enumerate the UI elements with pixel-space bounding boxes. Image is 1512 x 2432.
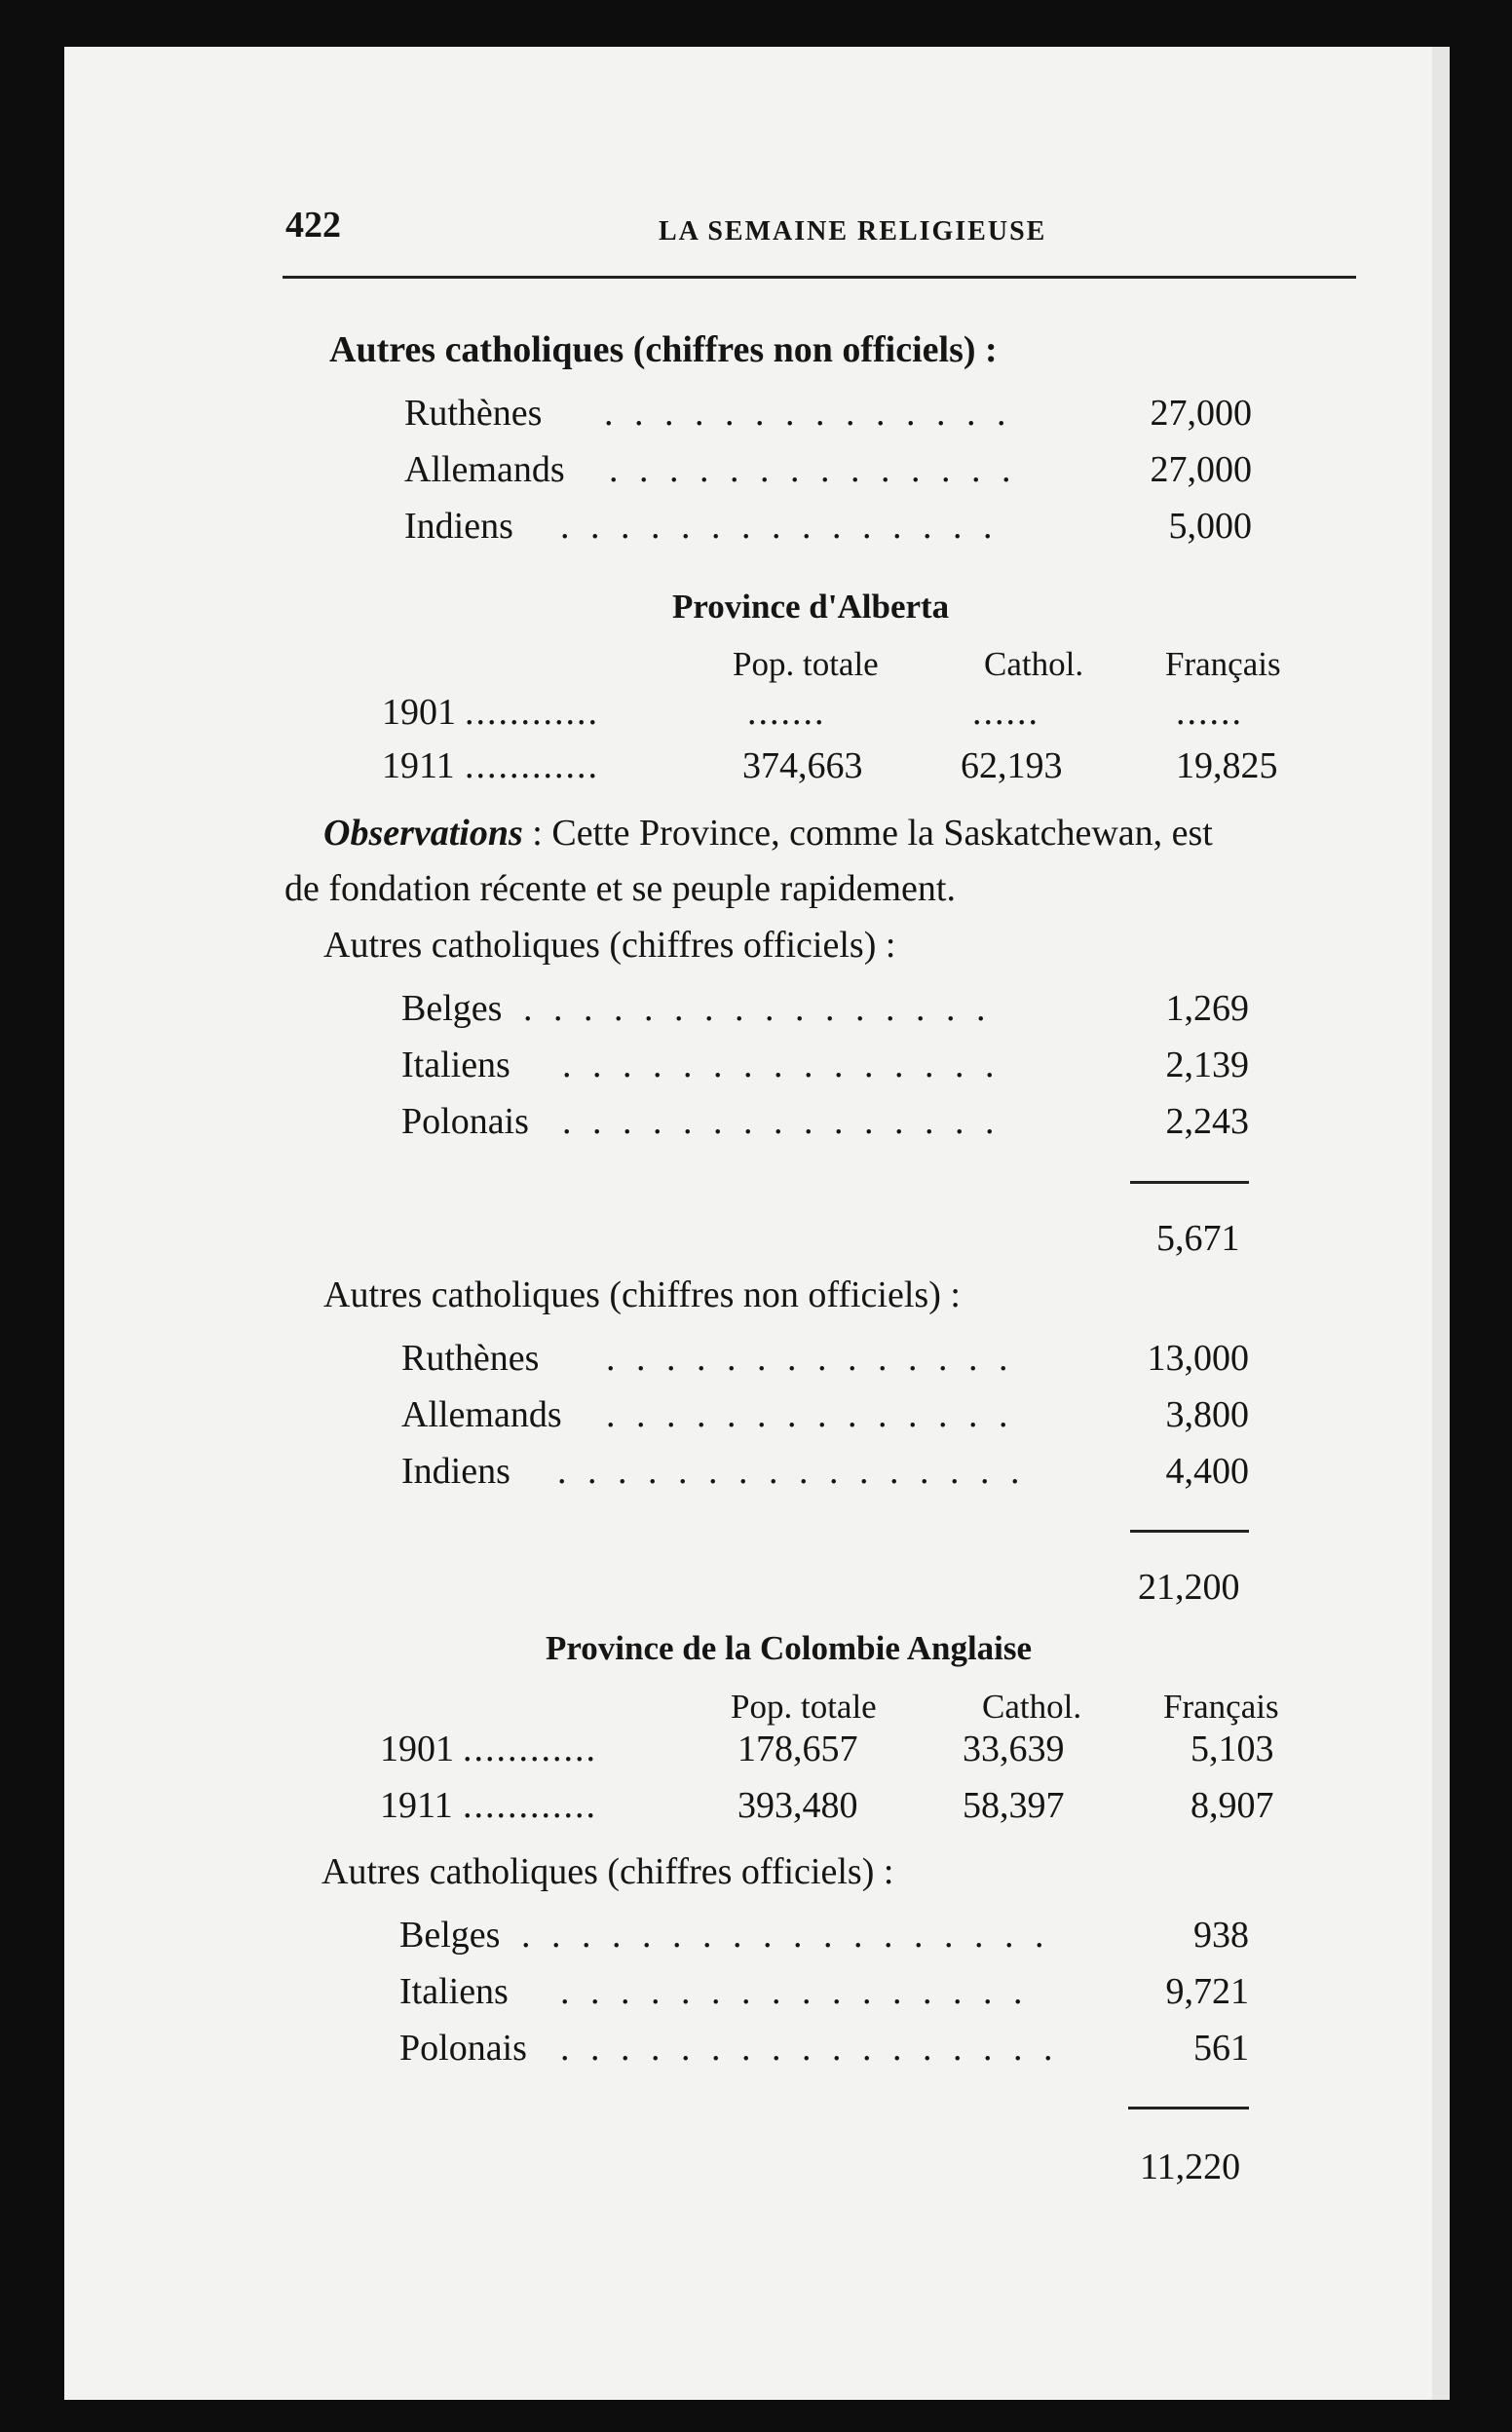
running-title: LA SEMAINE RELIGIEUSE	[659, 216, 1047, 247]
item-value: 2,139	[1165, 1045, 1249, 1085]
item-value: 1,269	[1165, 988, 1249, 1029]
year-cell: 1901	[382, 692, 456, 733]
list-item	[404, 508, 1252, 551]
col-header: Français	[1165, 645, 1281, 683]
sum-rule	[1128, 2107, 1249, 2109]
header-rule	[283, 276, 1356, 279]
list-item	[401, 1046, 1249, 1089]
cathol-cell: 62,193	[961, 745, 1063, 786]
leader-dots: . . . . . . . . . . . . . .	[606, 1340, 1014, 1377]
item-value: 4,400	[1165, 1451, 1249, 1492]
table-row	[380, 1787, 1305, 1830]
leader-dots: . . . . . . . . . . . . . . . . .	[560, 2030, 1059, 2067]
fr-cell: 19,825	[1176, 745, 1278, 786]
item-label: Polonais	[399, 2028, 527, 2069]
sum-rule	[1130, 1181, 1249, 1184]
fr-cell: ......	[1176, 692, 1243, 733]
leader-dots: ............	[465, 745, 599, 786]
item-label: Indiens	[401, 1451, 510, 1492]
section-heading: Autres catholiques (chiffres officiels) :	[321, 1851, 894, 1892]
section-heading: Autres catholiques (chiffres officiels) :	[323, 925, 896, 966]
item-label: Italiens	[401, 1045, 510, 1085]
section-heading: Autres catholiques (chiffres non officiels) :	[329, 329, 998, 370]
leader-dots: . . . . . . . . . . . . . . . .	[523, 990, 992, 1027]
cathol-cell: 33,639	[963, 1729, 1065, 1769]
list-item	[401, 1340, 1249, 1383]
pop-cell: 178,657	[737, 1729, 858, 1769]
list-item	[404, 451, 1252, 494]
col-header: Pop. totale	[731, 1688, 877, 1726]
section-title: Province de la Colombie Anglaise	[546, 1629, 1033, 1667]
list-item	[401, 1453, 1249, 1496]
observations-line	[323, 815, 1213, 852]
fr-cell: 8,907	[1191, 1785, 1274, 1826]
sum-total: 21,200	[1138, 1567, 1240, 1608]
item-label: Indiens	[404, 506, 513, 547]
leader-dots: . . . . . . . . . . . . . . . . . .	[521, 1917, 1050, 1954]
observations-text: : Cette Province, comme la Saskatchewan, est	[522, 813, 1213, 854]
item-label: Belges	[401, 988, 503, 1029]
item-value: 3,800	[1165, 1394, 1249, 1435]
year-cell: 1901	[380, 1729, 454, 1769]
observations-label: Observations	[323, 813, 523, 854]
list-item	[401, 1396, 1249, 1439]
item-value: 27,000	[1150, 393, 1252, 434]
list-item	[404, 395, 1252, 437]
item-value: 561	[1193, 2028, 1249, 2069]
leader-dots: ............	[463, 1785, 597, 1826]
item-label: Belges	[399, 1915, 501, 1956]
pop-cell: .......	[747, 692, 826, 733]
item-label: Italiens	[399, 1971, 509, 2012]
item-value: 5,000	[1168, 506, 1252, 547]
leader-dots: . . . . . . . . . . . . . .	[609, 451, 1017, 488]
year-cell: 1911	[382, 745, 455, 786]
page-number: 422	[285, 205, 341, 246]
table-row	[382, 747, 1307, 790]
page-edge	[1432, 47, 1450, 2400]
list-item	[399, 1917, 1249, 1959]
observations-text-2: de fondation récente et se peuple rapidement.	[284, 868, 956, 909]
section-title: Province d'Alberta	[672, 588, 950, 626]
item-value: 13,000	[1147, 1338, 1249, 1379]
list-item	[399, 1973, 1249, 2016]
table-row	[380, 1730, 1305, 1773]
col-header: Français	[1163, 1688, 1279, 1726]
section-heading: Autres catholiques (chiffres non officiels) :	[323, 1274, 961, 1315]
fr-cell: 5,103	[1191, 1729, 1274, 1769]
item-value: 938	[1193, 1915, 1249, 1956]
item-value: 27,000	[1150, 449, 1252, 490]
item-label: Ruthènes	[401, 1338, 540, 1379]
leader-dots: . . . . . . . . . . . . . . .	[562, 1103, 1001, 1140]
cathol-cell: 58,397	[963, 1785, 1065, 1826]
list-item	[401, 1103, 1249, 1146]
item-label: Polonais	[401, 1101, 529, 1142]
col-header: Cathol.	[982, 1688, 1082, 1726]
col-header: Pop. totale	[733, 645, 879, 683]
cathol-cell: ......	[972, 692, 1040, 733]
item-value: 9,721	[1165, 1971, 1249, 2012]
item-label: Ruthènes	[404, 393, 543, 434]
sum-total: 11,220	[1140, 2147, 1241, 2187]
item-label: Allemands	[401, 1394, 562, 1435]
leader-dots: . . . . . . . . . . . . . . .	[562, 1046, 1001, 1083]
item-value: 2,243	[1165, 1101, 1249, 1142]
leader-dots: . . . . . . . . . . . . . . .	[560, 508, 999, 545]
sum-rule	[1130, 1530, 1249, 1533]
pop-cell: 393,480	[737, 1785, 858, 1826]
pop-cell: 374,663	[742, 745, 863, 786]
item-label: Allemands	[404, 449, 565, 490]
leader-dots: . . . . . . . . . . . . . . . .	[560, 1973, 1029, 2010]
list-item	[399, 2030, 1249, 2072]
table-row	[382, 694, 1307, 737]
leader-dots: ............	[463, 1729, 597, 1769]
leader-dots: . . . . . . . . . . . . . . . .	[557, 1453, 1026, 1490]
leader-dots: ............	[465, 692, 599, 733]
year-cell: 1911	[380, 1785, 453, 1826]
leader-dots: . . . . . . . . . . . . . .	[606, 1396, 1014, 1433]
leader-dots: . . . . . . . . . . . . . .	[604, 395, 1012, 432]
col-header: Cathol.	[984, 645, 1084, 683]
list-item	[401, 990, 1249, 1033]
sum-total: 5,671	[1156, 1218, 1240, 1259]
